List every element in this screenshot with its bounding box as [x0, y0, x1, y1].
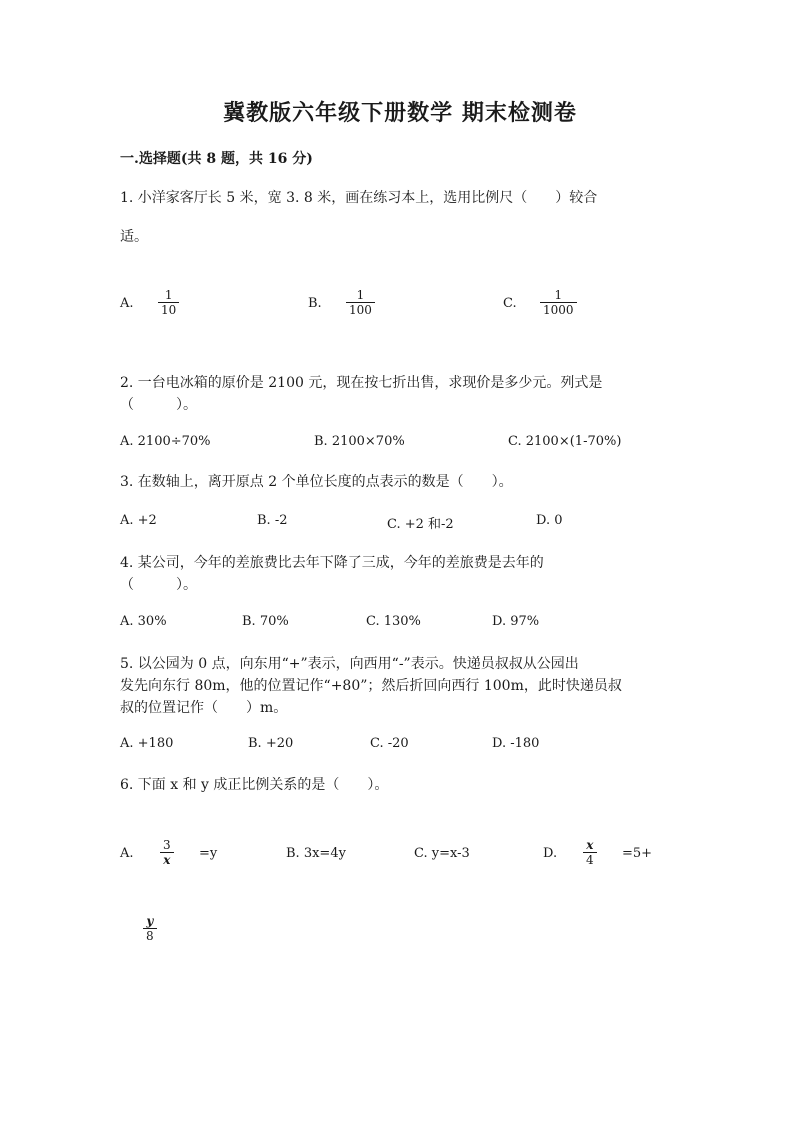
- q4-option-b: B. 70%: [242, 614, 289, 629]
- question-1-line-2: 适。: [120, 229, 148, 245]
- fraction-numerator: 1: [356, 288, 365, 302]
- q5-option-b: B. +20: [248, 736, 294, 751]
- q6-option-c: C. y=x-3: [414, 846, 470, 861]
- fraction-denominator: 8: [146, 929, 154, 943]
- q6-option-d-tail: =5+: [622, 846, 653, 861]
- question-3-text: 3. 在数轴上，离开原点 2 个单位长度的点表示的数是（ ）。: [120, 474, 513, 490]
- question-4-line-2: （ ）。: [120, 577, 197, 593]
- q1-option-c-fraction: [540, 288, 577, 318]
- question-5-line-3: 叔的位置记作（ ）m。: [120, 700, 288, 716]
- fraction-denominator: 1000: [543, 303, 574, 317]
- q4-option-a: A. 30%: [120, 614, 167, 629]
- q6-option-a-label: A.: [120, 846, 134, 861]
- q6-option-d-label: D.: [543, 846, 558, 861]
- question-4-line-1: 4. 某公司，今年的差旅费比去年下降了三成，今年的差旅费是去年的: [120, 555, 544, 571]
- q4-option-d: D. 97%: [492, 614, 540, 629]
- q2-option-c: C. 2100×(1-70%): [508, 434, 622, 449]
- q4-option-c: C. 130%: [366, 614, 421, 629]
- question-6-text: 6. 下面 x 和 y 成正比例关系的是（ ）。: [120, 777, 389, 793]
- fraction-numerator: 1: [164, 288, 173, 302]
- fraction-numerator: 3: [163, 838, 171, 852]
- q2-option-b: B. 2100×70%: [314, 434, 405, 449]
- q5-option-c: C. -20: [370, 736, 409, 751]
- q3-option-c: C. +2 和-2: [387, 517, 454, 532]
- question-2-line-2: （ ）。: [120, 397, 197, 413]
- fraction-denominator: 100: [349, 303, 372, 317]
- q3-option-a: A. +2: [120, 513, 157, 528]
- q3-option-d: D. 0: [536, 513, 563, 528]
- fraction-denominator: x: [163, 853, 171, 867]
- q2-option-a: A. 2100÷70%: [120, 434, 211, 449]
- q5-option-a: A. +180: [120, 736, 174, 751]
- question-2-line-1: 2. 一台电冰箱的原价是 2100 元，现在按七折出售，求现价是多少元。列式是: [120, 375, 603, 391]
- fraction-numerator: x: [586, 838, 594, 852]
- question-1-line-1: 1. 小洋家客厅长 5 米，宽 3. 8 米，画在练习本上，选用比例尺（ ）较合: [120, 190, 598, 206]
- section-heading: 一.选择题(共 8 题，共 16 分): [120, 151, 313, 167]
- fraction-denominator: 10: [161, 303, 177, 317]
- question-5-line-1: 5. 以公园为 0 点，向东用“+”表示，向西用“-”表示。快递员叔叔从公园出: [120, 656, 579, 672]
- q1-option-a-fraction: [158, 288, 179, 318]
- q1-option-b-label: B.: [308, 296, 322, 311]
- q6-option-a-fraction: [160, 838, 174, 868]
- q5-option-d: D. -180: [492, 736, 540, 751]
- question-5-line-2: 发先向东行 80m，他的位置记作“+80”；然后折回向西行 100m，此时快递员叔: [120, 678, 622, 694]
- fraction-numerator: 1: [554, 288, 563, 302]
- q1-option-a-label: A.: [120, 296, 134, 311]
- fraction-denominator: 4: [586, 853, 594, 867]
- fraction-numerator: y: [146, 914, 154, 928]
- q1-option-c-label: C.: [503, 296, 517, 311]
- q6-option-a-tail: =y: [199, 846, 218, 861]
- q6-option-b: B. 3x=4y: [286, 846, 346, 861]
- q1-option-b-fraction: [346, 288, 375, 318]
- q6-option-d-fraction-2: [143, 914, 157, 944]
- q6-option-d-fraction: [583, 838, 597, 868]
- page-title: 冀教版六年级下册数学 期末检测卷: [223, 100, 577, 126]
- q3-option-b: B. -2: [257, 513, 288, 528]
